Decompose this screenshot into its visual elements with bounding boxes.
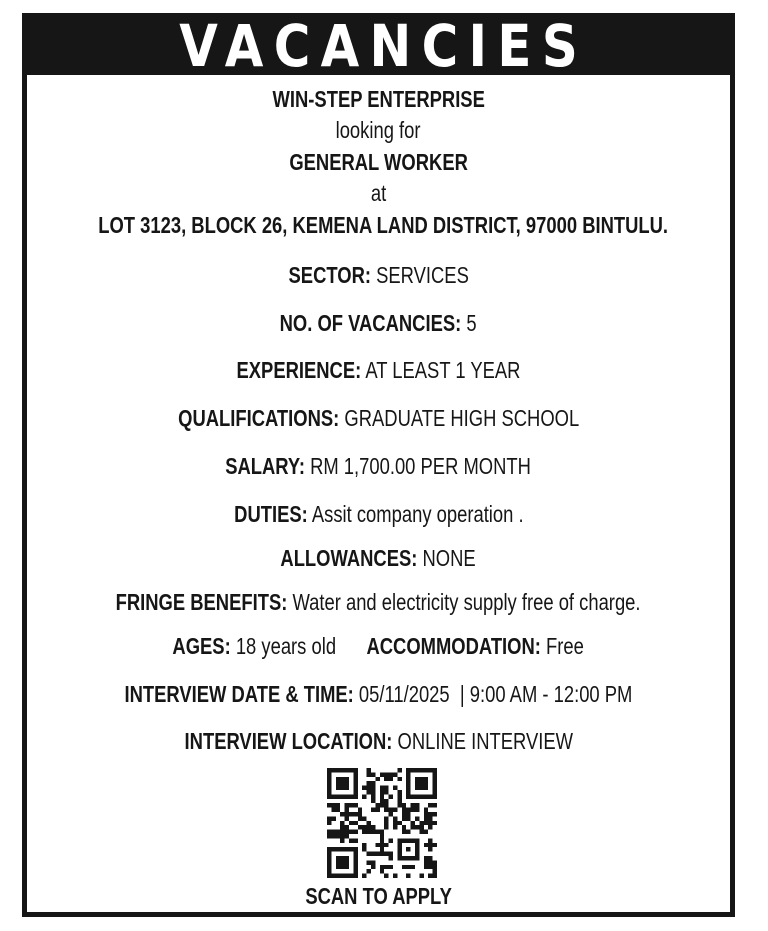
address-line bbox=[27, 211, 730, 239]
allowances-value: NONE bbox=[417, 545, 477, 571]
qr-code-icon[interactable] bbox=[327, 768, 437, 878]
allowances-line bbox=[27, 544, 730, 572]
sector-line bbox=[27, 261, 730, 289]
fringe-benefits-line bbox=[27, 588, 730, 616]
header-banner bbox=[27, 12, 730, 80]
interview-location-label: INTERVIEW LOCATION: bbox=[184, 728, 393, 754]
ages-label: AGES: bbox=[172, 633, 232, 659]
duties-value: Assit company operation . bbox=[307, 501, 524, 527]
experience-value: AT LEAST 1 YEAR bbox=[361, 357, 521, 383]
qualifications-value: GRADUATE HIGH SCHOOL bbox=[339, 405, 580, 431]
allowances-label: ALLOWANCES: bbox=[280, 545, 418, 571]
sector-label: SECTOR: bbox=[288, 262, 371, 288]
vacancies-line bbox=[27, 309, 730, 337]
ages-value: 18 years old bbox=[231, 633, 337, 659]
vacancies-label: NO. OF VACANCIES: bbox=[280, 310, 462, 336]
sector-value: SERVICES bbox=[370, 262, 469, 288]
interview-location-value: ONLINE INTERVIEW bbox=[392, 728, 573, 754]
qualifications-label: QUALIFICATIONS: bbox=[177, 405, 340, 431]
duties-line bbox=[27, 500, 730, 528]
fringe-benefits-value: Water and electricity supply free of charge. bbox=[287, 589, 641, 615]
company-name: WIN-STEP ENTERPRISE bbox=[272, 86, 485, 112]
vacancies-value: 5 bbox=[461, 310, 477, 336]
scan-caption-line bbox=[27, 882, 730, 910]
experience-line bbox=[27, 356, 730, 384]
salary-label: SALARY: bbox=[225, 453, 306, 479]
vacancy-advertisement bbox=[22, 13, 735, 917]
position-line bbox=[27, 148, 730, 176]
interview-datetime-value: 05/11/2025 | 9:00 AM - 12:00 PM bbox=[353, 681, 633, 707]
qualifications-line bbox=[27, 404, 730, 432]
experience-label: EXPERIENCE: bbox=[236, 357, 362, 383]
vacancies-title: VACANCIES bbox=[179, 12, 589, 80]
duties-label: DUTIES: bbox=[233, 501, 308, 527]
salary-value: RM 1,700.00 PER MONTH bbox=[305, 453, 532, 479]
company-line bbox=[27, 85, 730, 113]
interview-location-line bbox=[27, 727, 730, 755]
fringe-benefits-label: FRINGE BENEFITS: bbox=[116, 589, 288, 615]
scan-to-apply-caption: SCAN TO APPLY bbox=[305, 883, 452, 909]
salary-line bbox=[27, 452, 730, 480]
looking-for-line bbox=[27, 116, 730, 144]
at-line bbox=[27, 179, 730, 207]
ages-accommodation-line bbox=[27, 632, 730, 660]
accommodation-label: ACCOMMODATION: bbox=[366, 633, 542, 659]
looking-for-text: looking for bbox=[336, 117, 421, 143]
position-title: GENERAL WORKER bbox=[289, 149, 468, 175]
at-text: at bbox=[370, 180, 387, 206]
address: LOT 3123, BLOCK 26, KEMENA LAND DISTRICT, 97000 BINTULU. bbox=[98, 212, 669, 238]
interview-datetime-label: INTERVIEW DATE & TIME: bbox=[124, 681, 354, 707]
accommodation-value: Free bbox=[541, 633, 585, 659]
interview-datetime-line bbox=[27, 680, 730, 708]
